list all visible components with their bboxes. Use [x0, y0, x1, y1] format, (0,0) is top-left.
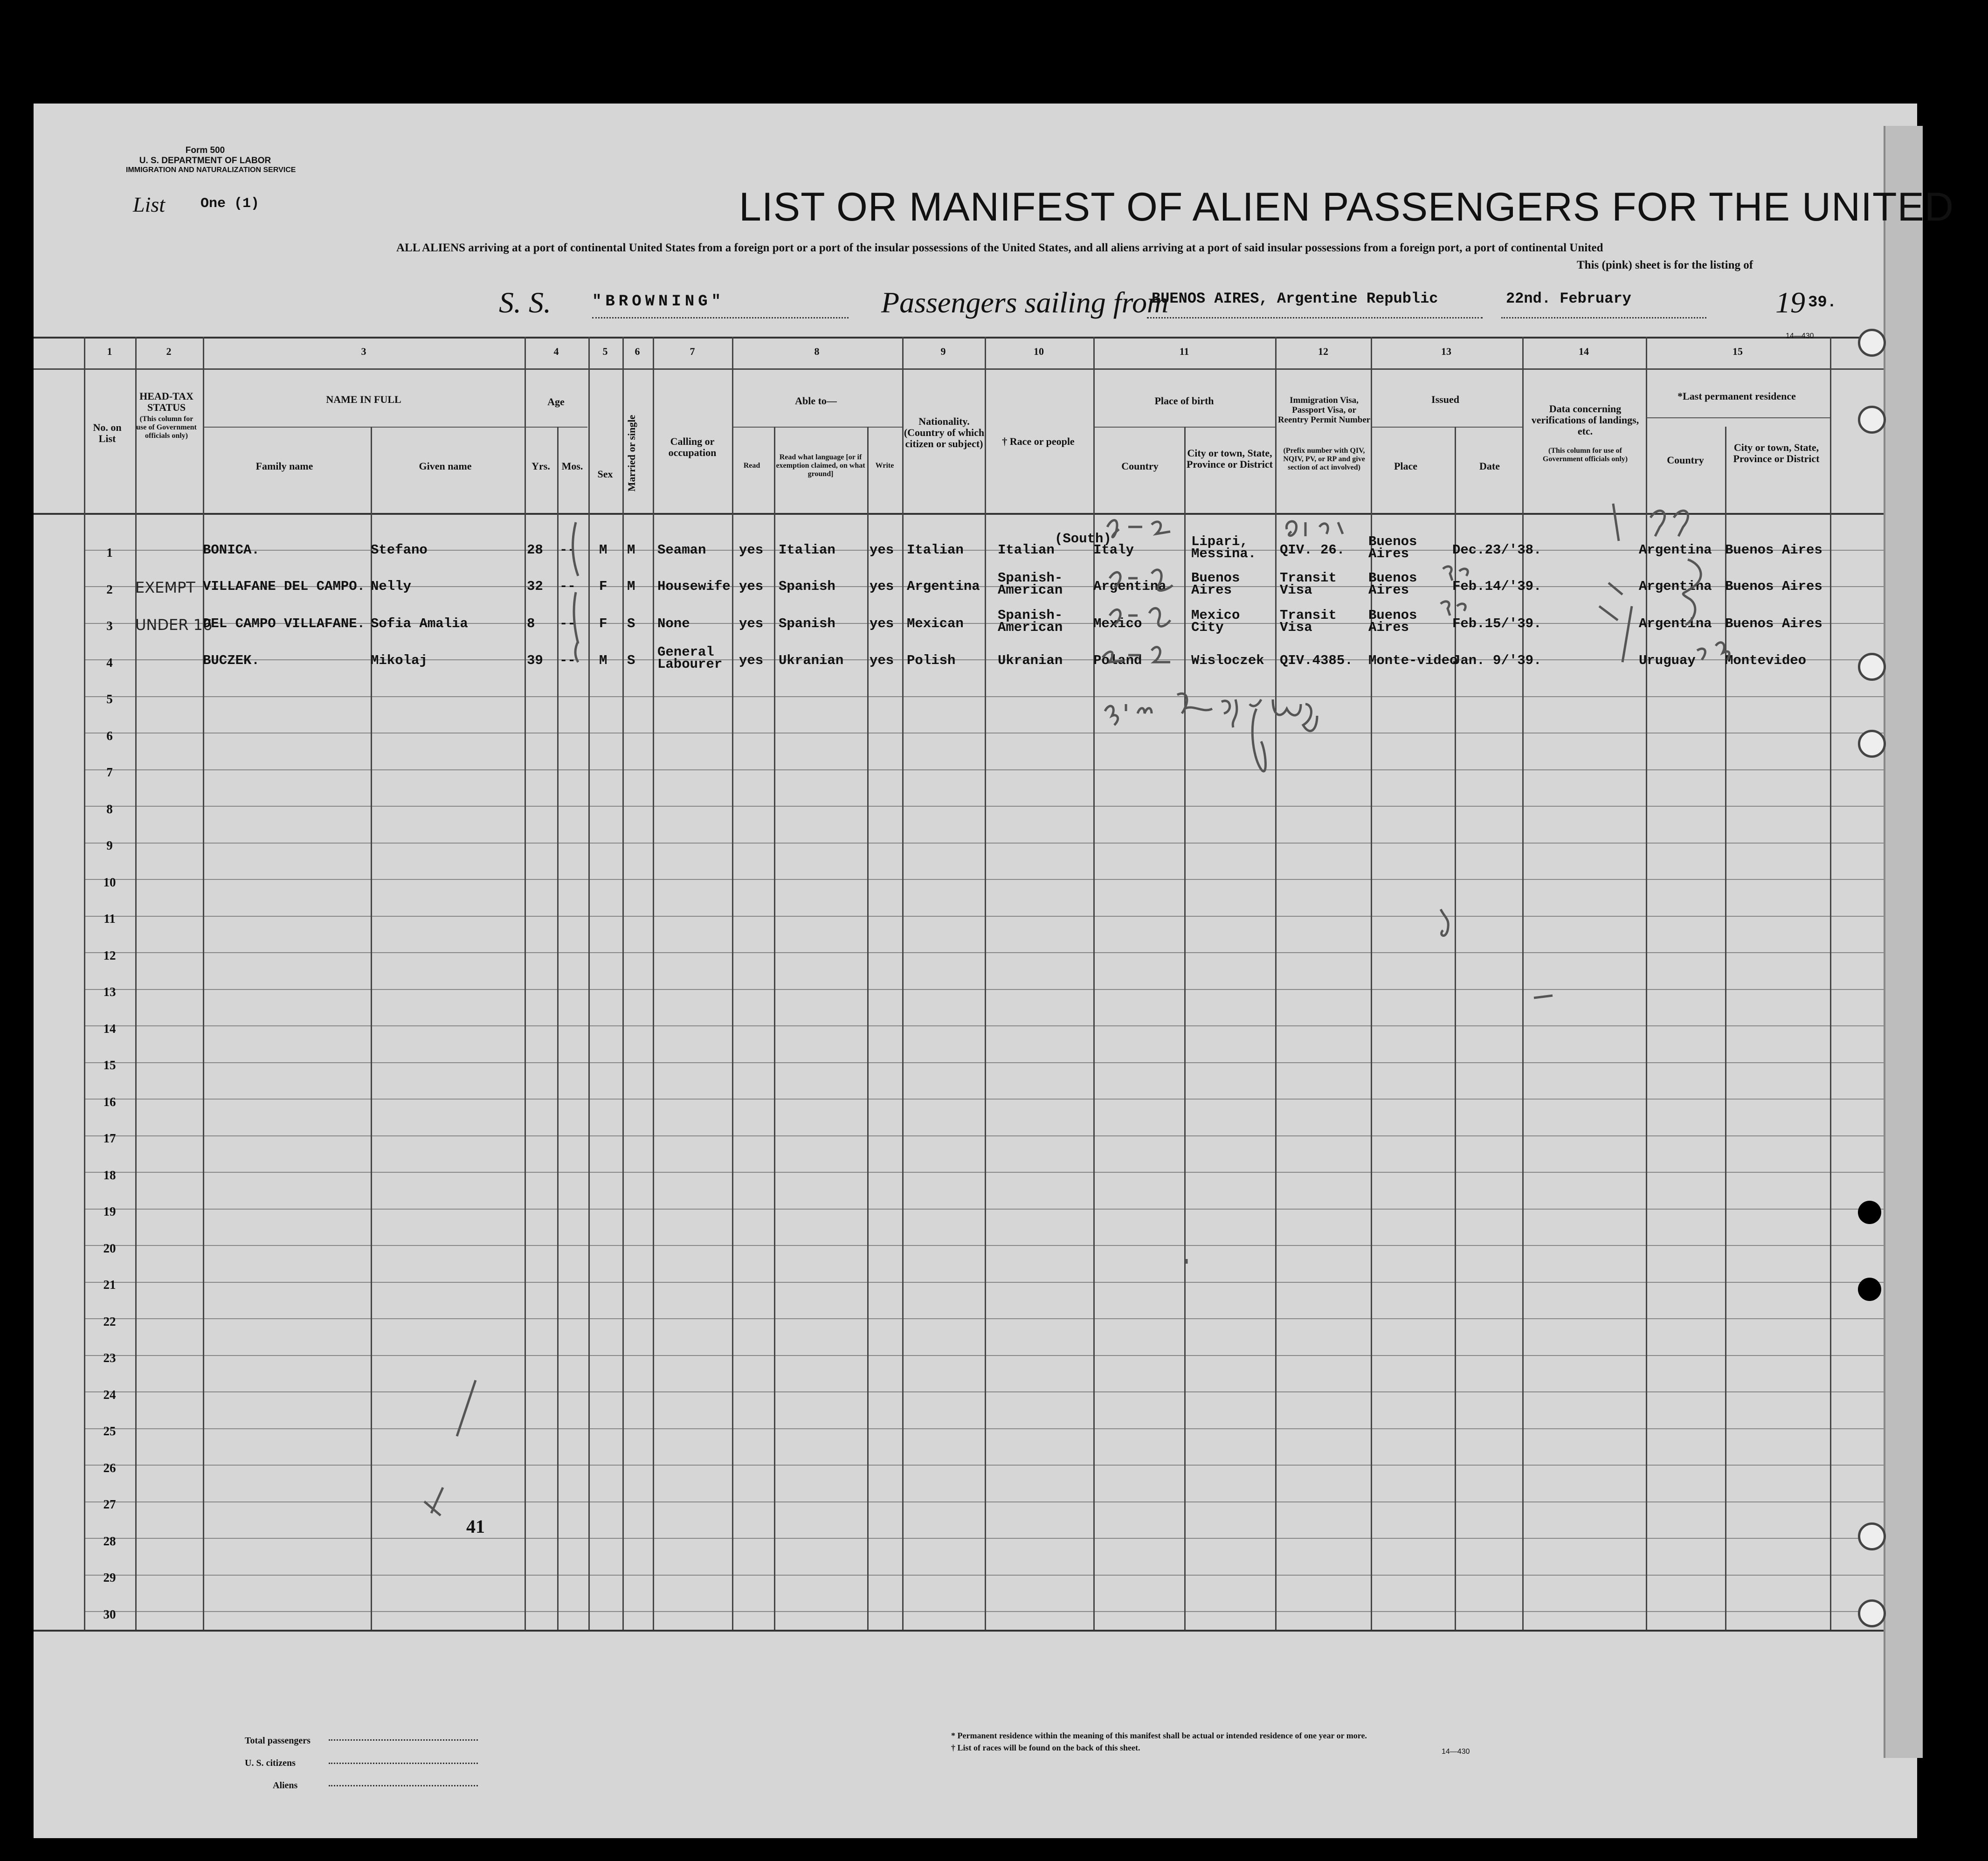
column-number: 13 — [1441, 346, 1451, 357]
row-number: 27 — [103, 1497, 116, 1511]
binder-hole — [1858, 329, 1886, 357]
cell-issued-date: Feb.15/'39. — [1452, 616, 1542, 631]
cell-read: yes — [739, 579, 764, 594]
cell-married: S — [627, 653, 635, 668]
row-number: 7 — [106, 765, 113, 779]
cell-married: S — [627, 616, 635, 631]
aliens-line — [329, 1785, 478, 1786]
hdr-place-of-birth: Place of birth — [1154, 395, 1214, 407]
cell-read-lang: Ukranian — [779, 653, 844, 668]
cell-family: DEL CAMPO VILLAFANE. — [203, 616, 366, 631]
cell-race: Spanish- American — [998, 608, 1063, 635]
hdr-last-residence: *Last permanent residence — [1677, 390, 1796, 402]
column-number: 1 — [107, 346, 112, 357]
cell-given: Sofia Amalia — [371, 616, 468, 631]
cell-visa: QIV. 26. — [1280, 542, 1345, 558]
stamp-number: 41 — [466, 1516, 485, 1537]
binder-hole — [1858, 730, 1886, 758]
year-suffix: 39. — [1808, 294, 1837, 311]
us-citizens-label: U. S. citizens — [245, 1758, 296, 1768]
cell-family: VILLAFANE DEL CAMPO. — [203, 579, 366, 594]
row-number: 8 — [106, 802, 113, 816]
cell-sex: M — [599, 653, 607, 668]
hdr-calling: Calling or occupation — [668, 436, 717, 458]
aliens-label: Aliens — [273, 1780, 298, 1791]
row-number: 25 — [103, 1424, 116, 1438]
cell-head-tax: UNDER 16 — [135, 616, 213, 634]
hdr-no-on-list: No. on List — [93, 422, 122, 444]
hdr-issued-place: Place — [1394, 460, 1418, 472]
row-number: 18 — [103, 1168, 116, 1182]
hdr-visa-note: (Prefix number with QIV, NQIV, PV, or RP and give section of act involved) — [1283, 447, 1365, 471]
binder-hole — [1858, 1278, 1881, 1301]
hdr-head-tax: HEAD-TAX STATUS — [139, 390, 193, 413]
column-number: 5 — [602, 346, 608, 357]
binder-hole — [1858, 1522, 1886, 1550]
cell-visa: Transit Visa — [1280, 608, 1337, 635]
hdr-given-name: Given name — [419, 460, 472, 472]
sailing-label: Passengers sailing from — [881, 286, 1169, 319]
footnote-races: † List of races will be found on the back of this sheet. — [951, 1743, 1140, 1752]
row-number: 6 — [106, 728, 113, 743]
instructions: ALL ALIENS arriving at a port of continental United States from a foreign port or a port of the insular possessions of the United States, and all aliens arriving at a port of said insular possessions from a foreign port, a port of continental United — [396, 242, 1603, 254]
cell-birth-city: Lipari, Messina. — [1191, 534, 1256, 561]
column-number: 10 — [1034, 346, 1044, 357]
list-value: One (1) — [200, 196, 260, 212]
cell-res-city: Buenos Aires — [1725, 542, 1822, 558]
cell-mos: -- — [559, 616, 576, 631]
cell-read: yes — [739, 653, 764, 668]
cell-mos: -- — [559, 653, 576, 668]
cell-sex: F — [599, 616, 607, 631]
row-number: 12 — [103, 948, 116, 962]
hdr-birth-city: City or town, State, Province or District — [1187, 447, 1273, 470]
cell-calling: Housewife — [657, 579, 731, 594]
row-number: 20 — [103, 1241, 116, 1255]
hdr-able-to: Able to— — [795, 395, 837, 407]
cell-married: M — [627, 579, 635, 594]
row-number: 21 — [103, 1278, 116, 1292]
form-code-top: 14—430 — [1786, 332, 1814, 340]
row-number: 14 — [103, 1021, 116, 1036]
hdr-name-in-full: NAME IN FULL — [326, 394, 401, 405]
form-code-bottom: 14—430 — [1442, 1748, 1470, 1756]
column-number: 14 — [1579, 346, 1589, 357]
cell-birth-country: Mexico — [1093, 616, 1142, 631]
row-number: 1 — [106, 546, 113, 560]
cell-sex: F — [599, 579, 607, 594]
cell-given: Stefano — [371, 542, 428, 558]
cell-calling: Seaman — [657, 542, 706, 558]
row-number: 28 — [103, 1534, 116, 1548]
cell-res-country: Argentina — [1639, 542, 1712, 558]
column-number: 6 — [635, 346, 640, 357]
form-service: IMMIGRATION AND NATURALIZATION SERVICE — [126, 166, 296, 174]
hdr-res-country: Country — [1667, 454, 1704, 466]
form-department: U. S. DEPARTMENT OF LABOR — [139, 156, 271, 166]
cell-birth-city: Buenos Aires — [1191, 570, 1240, 598]
cell-issued-place: Buenos Aires — [1368, 570, 1417, 598]
cell-birth-country: Italy — [1093, 542, 1134, 558]
binder-hole — [1858, 1599, 1886, 1627]
column-number: 11 — [1179, 346, 1189, 357]
cell-read: yes — [739, 616, 764, 631]
cell-nationality: Mexican — [907, 616, 964, 631]
row-number: 11 — [104, 912, 116, 926]
port-name: BUENOS AIRES, Argentine Republic — [1152, 290, 1438, 307]
cell-mos: -- — [559, 579, 576, 594]
cell-nationality: Italian — [907, 542, 964, 558]
hdr-race: † Race or people — [1002, 436, 1075, 447]
hdr-visa: Immigration Visa, Passport Visa, or Reentry Permit Number — [1277, 395, 1371, 425]
cell-write: yes — [870, 616, 894, 631]
cell-race: Italian — [998, 542, 1055, 558]
cell-birth-city: Wisloczek — [1191, 653, 1264, 668]
hdr-issued: Issued — [1431, 394, 1459, 405]
cell-married: M — [627, 542, 635, 558]
hdr-sex: Sex — [597, 468, 613, 480]
row-number: 24 — [103, 1387, 116, 1402]
cell-sex: M — [599, 542, 607, 558]
total-passengers-line — [329, 1739, 478, 1741]
row-number: 2 — [106, 582, 113, 596]
cell-read-lang: Italian — [779, 542, 835, 558]
column-number: 15 — [1733, 346, 1743, 357]
column-number: 3 — [361, 346, 366, 357]
hdr-married: Married or single — [626, 415, 637, 492]
hdr-mos: Mos. — [561, 460, 583, 472]
row-number: 19 — [103, 1204, 116, 1218]
cell-visa: Transit Visa — [1280, 570, 1337, 598]
cell-yrs: 39 — [527, 653, 543, 668]
cell-write: yes — [870, 542, 894, 558]
cell-res-city: Montevideo — [1725, 653, 1807, 668]
cell-read-lang: Spanish — [779, 579, 835, 594]
row-number: 23 — [103, 1351, 116, 1365]
cell-yrs: 8 — [527, 616, 535, 631]
binder-hole — [1858, 1201, 1881, 1224]
hdr-read: Read — [743, 462, 760, 470]
row-number: 9 — [106, 838, 113, 852]
row-number: 17 — [103, 1131, 116, 1145]
hdr-birth-country: Country — [1121, 460, 1159, 472]
year-prefix: 19 — [1775, 286, 1805, 319]
cell-issued-place: Buenos Aires — [1368, 534, 1417, 561]
row-number: 3 — [106, 619, 113, 633]
row-number: 5 — [106, 692, 113, 706]
hdr-data-concerning: Data concerning verifications of landings, etc. — [1531, 403, 1639, 437]
column-number: 9 — [940, 346, 946, 357]
binder-hole — [1858, 653, 1886, 681]
row-number: 16 — [103, 1094, 116, 1109]
total-passengers-label: Total passengers — [245, 1736, 311, 1746]
cell-race-2: (South) — [1055, 531, 1111, 547]
instructions-2: This (pink) sheet is for the listing of — [1577, 259, 1753, 271]
row-number: 13 — [103, 985, 116, 999]
cell-race: Spanish- American — [998, 570, 1063, 598]
cell-family: BONICA. — [203, 542, 260, 558]
hdr-issued-date: Date — [1479, 460, 1500, 472]
cell-head-tax: EXEMPT — [135, 579, 195, 596]
cell-yrs: 28 — [527, 542, 543, 558]
cell-res-city: Buenos Aires — [1725, 616, 1822, 631]
cell-calling: None — [657, 616, 690, 631]
cell-read: yes — [739, 542, 764, 558]
cell-nationality: Argentina — [907, 579, 980, 594]
row-number: 22 — [103, 1314, 116, 1328]
column-number: 7 — [690, 346, 695, 357]
hdr-res-city: City or town, State, Province or District — [1733, 442, 1820, 464]
page-title: LIST OR MANIFEST OF ALIEN PASSENGERS FOR THE UNITED — [739, 185, 1954, 229]
row-number: 4 — [106, 655, 113, 670]
hdr-age: Age — [547, 396, 565, 408]
sailing-date: 22nd. February — [1506, 290, 1631, 307]
row-number: 10 — [103, 875, 116, 889]
cell-race: Ukranian — [998, 653, 1063, 668]
row-number: 15 — [103, 1058, 116, 1072]
cell-issued-date: Jan. 9/'39. — [1452, 653, 1542, 668]
cell-read-lang: Spanish — [779, 616, 835, 631]
cell-visa: QIV.4385. — [1280, 653, 1353, 668]
cell-calling: General Labourer — [657, 644, 723, 672]
column-number: 12 — [1318, 346, 1328, 357]
hdr-yrs: Yrs. — [532, 460, 550, 472]
cell-res-city: Buenos Aires — [1725, 579, 1822, 594]
cell-issued-date: Feb.14/'39. — [1452, 579, 1542, 594]
binder-hole — [1858, 406, 1886, 434]
hdr-head-tax-note: (This column for use of Government officials only) — [136, 415, 197, 440]
us-citizens-line — [329, 1763, 478, 1764]
ss-label: S. S. — [499, 286, 551, 319]
row-number: 30 — [103, 1607, 116, 1621]
cell-nationality: Polish — [907, 653, 956, 668]
cell-issued-date: Dec.23/'38. — [1452, 542, 1542, 558]
cell-write: yes — [870, 579, 894, 594]
cell-family: BUCZEK. — [203, 653, 260, 668]
row-number: 26 — [103, 1460, 116, 1475]
hdr-write: Write — [875, 462, 894, 470]
form-number: Form 500 — [185, 145, 225, 155]
cell-res-country: Argentina — [1639, 579, 1712, 594]
cell-res-country: Argentina — [1639, 616, 1712, 631]
hdr-data-note: (This column for use of Government officials only) — [1542, 447, 1628, 463]
cell-birth-country: Argentina — [1093, 579, 1167, 594]
cell-yrs: 32 — [527, 579, 543, 594]
row-number: 29 — [103, 1570, 116, 1584]
column-number: 2 — [166, 346, 172, 357]
cell-mos: -- — [559, 542, 576, 558]
hdr-nationality: Nationality. (Country of which citizen or subject) — [904, 415, 985, 450]
cell-given: Mikolaj — [371, 653, 428, 668]
hdr-read-lang: Read what language [or if exemption claimed, on what ground] — [776, 453, 865, 478]
column-number: 4 — [553, 346, 559, 357]
cell-write: yes — [870, 653, 894, 668]
ship-name: "BROWNING" — [592, 293, 725, 311]
cell-birth-city: Mexico City — [1191, 608, 1240, 635]
cell-issued-place: Buenos Aires — [1368, 608, 1417, 635]
cell-given: Nelly — [371, 579, 412, 594]
column-number: 8 — [814, 346, 820, 357]
hdr-family-name: Family name — [255, 460, 313, 472]
cell-birth-country: Poland — [1093, 653, 1142, 668]
cell-res-country: Uruguay — [1639, 653, 1696, 668]
cell-issued-place: Monte-video — [1368, 653, 1458, 668]
footnote-residence: * Permanent residence within the meaning of this manifest shall be actual or intended residence of one year or more. — [951, 1731, 1367, 1740]
list-label: List — [133, 193, 166, 216]
